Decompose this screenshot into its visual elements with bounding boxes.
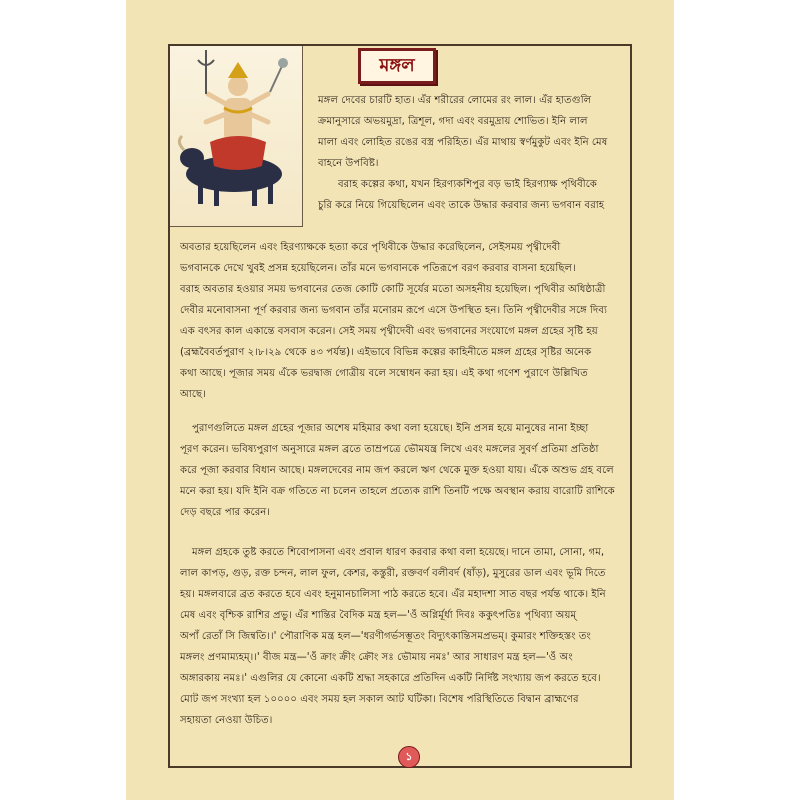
paragraph-3 <box>180 418 624 523</box>
text-line: মঙ্গলং প্রণমাম্যহম্।।' বীজ মন্ত্র—'ওঁ ক্রাং ক্রীং ক্রৌং সঃ ভৌমায় নমঃ' আর সাধারণ মন্ত্র হল—'ওঁ অং <box>180 652 573 663</box>
text-line: মঙ্গল দেবের চারটি হাত। এঁর শরীরের লোমের রং লাল। এঁর হাতগুলি <box>318 95 592 106</box>
page-number-badge <box>398 746 420 768</box>
text-line: মেষ এবং বৃশ্চিক রাশির প্রভু। এঁর শান্তির বৈদিক মন্ত্র হল—'ওঁ অগ্নির্মূর্ধা দিবঃ ককুৎপতিঃ পৃথিব্যা অয়ম্ <box>180 610 577 621</box>
paragraph-2 <box>180 237 624 405</box>
paragraph-1 <box>318 90 624 216</box>
text-line: ক্রমানুসারে অভয়মুদ্রা, ত্রিশূল, গদা এবং বরমুদ্রায় শোভিত। ইনি লাল <box>318 116 588 127</box>
text-line: হয়। মঙ্গলবারে ব্রত করতে হবে এবং হনুমানচালিসা পাঠ করতে হবে। এঁর মহাদশা সাত বছর পর্যন্ত থাকে। ইনি <box>180 589 606 600</box>
text-line: মোট জপ সংখ্যা হল ১০০০০ এবং সময় হল সকাল আট ঘটিকা। বিশেষ পরিস্থিতিতে বিদ্বান ব্রাহ্মণের <box>180 694 579 705</box>
text-line: লাল কাপড়, গুড়, রক্ত চন্দন, লাল ফুল, কেশর, কস্তুরী, রক্তবর্ণ বলীবর্দ (ষাঁড়), মুসুরের ডাল এবং ভূমি দিতে <box>180 568 606 579</box>
text-line: অবতার হয়েছিলেন এবং হিরণ্যাক্ষকে হত্যা করে পৃথিবীকে উদ্ধার করেছিলেন, সেইসময় পৃথ্বীদেবী <box>180 242 561 253</box>
text-line: দেবীর মনোবাসনা পূর্ণ করবার জন্য ভগবান তাঁর মনোরম রূপে এসে উপস্থিত হন। তিনি পৃথ্বীদেবীর সঙ্গে দিব্য <box>180 305 607 316</box>
text-line: মালা এবং লোহিত রঙের বস্ত্র পরিহিত। এঁর মাথায় স্বর্ণমুকুট এবং ইনি মেষ <box>318 137 608 148</box>
text-line: পুরাণগুলিতে মঙ্গল গ্রহের পূজার অশেষ মহিমার কথা বলা হয়েছে। ইনি প্রসন্ন হয়ে মানুষের নানা ইচ্ছা <box>192 423 589 434</box>
text-line: বরাহ অবতার হওয়ার সময় ভগবানের তেজ কোটি কোটি সূর্যের মতো অসহনীয় হয়েছিল। পৃথিবীর অধিষ্ঠাত্রী <box>180 284 606 295</box>
text-line: মনে করা হয়। যদি ইনি বক্র গতিতে না চলেন তাহলে প্রত্যেক রাশি তিনটি পক্ষে অবস্থান করায় বারোটি রাশিকে <box>180 486 615 497</box>
chapter-title: মঙ্গল <box>379 54 415 76</box>
text-line: সহায়তা নেওয়া উচিত। <box>180 715 273 726</box>
text-line: এক বৎসর কাল একান্তে বসবাস করেন। সেই সময় পৃথ্বীদেবী এবং ভগবানের সংযোগে মঙ্গল গ্রহের সৃষ্টি হয় <box>180 326 598 337</box>
text-line: কথা আছে। পূজার সময় এঁকে ভরদ্বাজ গোত্রীয় বলে সম্বোধন করা হয়। এই কথা গণেশ পুরাণে উল্লিখিত <box>180 368 588 379</box>
text-line: (ব্রহ্মবৈবর্তপুরাণ ২।৮।২৯ থেকে ৪৩ পর্যন্ত)। এইভাবে বিভিন্ন কল্পের কাহিনীতে মঙ্গল গ্রহের সৃষ্টির অনেক <box>180 347 592 358</box>
text-line: অপাঁ রেতাঁ সি জিন্বতি।।' পৌরাণিক মন্ত্র হল—'ধরণীগর্ভসম্ভূতং বিদ্যুৎকান্তিসমপ্রভম্। কুমারং শক্তিহস্তং তং <box>180 631 591 642</box>
text-line: দেড় বছরে পার করেন। <box>180 507 271 518</box>
text-line: পূরণ করেন। ভবিষ্যপুরাণ অনুসারে মঙ্গল ব্রতে তাম্রপত্রে ভৌমযন্ত্র লিখে এবং মঙ্গলের সুবর্ণ প্রতিমা প্রতিষ্ঠা <box>180 444 599 455</box>
text-line: আছে। <box>180 389 206 400</box>
text-line: অঙ্গারকায় নমঃ।' এগুলির যে কোনো একটি শ্রদ্ধা সহকারে প্রতিদিন একটি নির্দিষ্ট সংখ্যায় জপ করতে হবে। <box>180 673 601 684</box>
text-line: বরাহ কল্পের কথা, যখন হিরণ্যকশিপুর বড় ভাই হিরণ্যাক্ষ পৃথিবীকে <box>338 179 597 190</box>
text-line: ভগবানকে দেখে খুবই প্রসন্ন হয়েছিলেন। তাঁর মনে ভগবানকে পতিরূপে বরণ করবার বাসনা হয়েছিল। <box>180 263 576 274</box>
text-line: মঙ্গল গ্রহকে তুষ্ট করতে শিবোপাসনা এবং প্রবাল ধারণ করবার কথা বলা হয়েছে। দানে তামা, সোনা, গম, <box>192 547 605 558</box>
paragraph-4 <box>180 542 624 731</box>
text-line: বাহনে উপবিষ্ট। <box>318 158 379 169</box>
text-line: করে পূজা করবার বিধান আছে। মঙ্গলদেবের নাম জপ করলে ঋণ থেকে মুক্ত হওয়া যায়। এঁকে অশুভ গ্রহ বলে <box>180 465 614 476</box>
deity-illustration <box>170 46 303 227</box>
page-number: ১ <box>405 749 413 763</box>
chapter-title-box <box>358 48 436 84</box>
text-line: চুরি করে নিয়ে গিয়েছিলেন এবং তাকে উদ্ধার করবার জন্য ভগবান বরাহ <box>318 200 605 211</box>
